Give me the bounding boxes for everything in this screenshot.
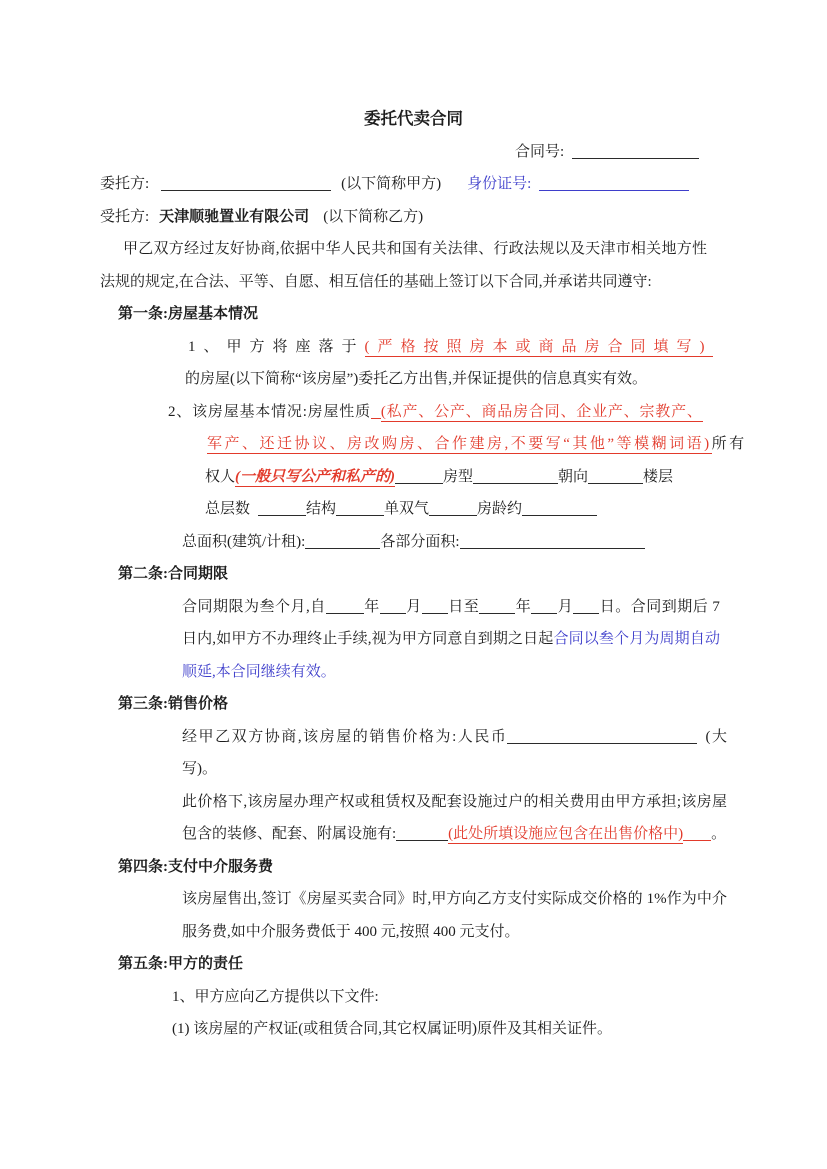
part-area-label: 各部分面积: bbox=[380, 533, 460, 550]
item-1-red-note: (严格按照房本或商品房合同填写) bbox=[364, 338, 713, 355]
section-3-heading: 第三条:销售价格 bbox=[118, 696, 228, 712]
total-floors-blank-underline bbox=[258, 501, 306, 516]
month-label-1: 月 bbox=[405, 598, 422, 615]
item-2-red-note-part-2: 军产、还迁协议、房改购房、合作建房,不要写“其他”等模糊词语) bbox=[207, 436, 712, 452]
item-2-after-red: 所有 bbox=[711, 436, 747, 452]
section-1-item-2-line-2 bbox=[207, 428, 747, 461]
orientation-blank-underline bbox=[588, 469, 643, 484]
facilities-red-blank-underline bbox=[683, 826, 711, 841]
house-type-label: 房型 bbox=[443, 468, 474, 485]
doc-title: 委托代卖合同 bbox=[364, 109, 463, 128]
section-3-paragraph-1 bbox=[182, 721, 727, 786]
facilities-blank-underline bbox=[396, 826, 448, 841]
contract-no-row bbox=[515, 136, 727, 169]
item-2-lead: 2、该房屋基本情况:房屋性质 bbox=[168, 403, 371, 420]
end-year-blank-underline bbox=[479, 599, 515, 614]
year-label-2: 年 bbox=[515, 598, 532, 615]
item-1-prefix: 1、甲方将座落于 bbox=[188, 338, 365, 355]
section-1-item-1-line-2: 的房屋(以下简称“该房屋”)委托乙方出售,并保证提供的信息真实有效。 bbox=[185, 371, 648, 387]
floor-label: 楼层 bbox=[643, 468, 674, 485]
fees-lead-text: 此价格下,该房屋办理产权或租赁权及配套设施过户的相关费用由甲方承担;该房屋包含的装修、配套、附属设施有: bbox=[182, 793, 727, 842]
agent-party-row bbox=[100, 201, 727, 234]
agent-party-note: (以下简称乙方) bbox=[323, 208, 424, 225]
orientation-label: 朝向 bbox=[558, 468, 589, 485]
entrust-party-label: 委托方: bbox=[100, 176, 150, 192]
contract-no-blank-underline bbox=[572, 144, 699, 159]
item-2-red-note-part-1: (私产、公产、商品房合同、企业产、宗教产、 bbox=[380, 403, 703, 420]
owner-red-note: (一般只写公产和私产的) bbox=[235, 468, 396, 485]
total-floors-label: 总层数 bbox=[205, 501, 251, 517]
year-label-1: 年 bbox=[363, 598, 380, 615]
section-1-item-1-line-1 bbox=[188, 331, 727, 364]
owner-label: 权人 bbox=[205, 468, 236, 485]
section-4-paragraph: 该房屋售出,签订《房屋买卖合同》时,甲方向乙方支付实际成交价格的 1%作为中介服务费,如中介服务费低于 400 元,按照 400 元支付。 bbox=[182, 891, 727, 940]
contract-no-label: 合同号: bbox=[515, 143, 565, 160]
owner-and-house-type-row bbox=[205, 461, 727, 494]
total-area-blank-underline bbox=[305, 534, 380, 549]
month-label-2: 月 bbox=[557, 598, 574, 615]
id-number-label: 身份证号: bbox=[467, 176, 532, 192]
section-1-item-2-line-1 bbox=[168, 396, 727, 429]
start-month-blank-underline bbox=[380, 599, 406, 614]
owner-blank-underline bbox=[395, 469, 443, 484]
section-5-heading: 第五条:甲方的责任 bbox=[118, 956, 243, 972]
agent-party-label: 受托方: bbox=[100, 208, 150, 225]
term-start-text: 合同期限为叁个月,自 bbox=[182, 598, 326, 615]
section-4-heading: 第四条:支付中介服务费 bbox=[118, 858, 273, 875]
total-area-label: 总面积(建筑/计租): bbox=[182, 533, 306, 550]
agent-party-name: 天津顺驰置业有限公司 bbox=[159, 208, 310, 225]
auto-renewal-blue-text: 合同以叁个月为周期自动顺延,本合同继续有效。 bbox=[182, 631, 720, 680]
start-day-blank-underline bbox=[422, 599, 448, 614]
end-month-blank-underline bbox=[531, 599, 557, 614]
part-area-blank-underline bbox=[460, 534, 645, 549]
house-age-blank-underline bbox=[522, 501, 597, 516]
section-2-paragraph bbox=[182, 591, 720, 689]
entrust-party-blank-underline bbox=[161, 176, 331, 191]
section-3-paragraph-2 bbox=[182, 786, 727, 851]
section-5-item-1-sub-1: (1) 该房屋的产权证(或租赁合同,其它权属证明)原件及其相关证件。 bbox=[172, 1021, 612, 1037]
id-number-blank-underline bbox=[539, 176, 689, 191]
price-lead-text: 经甲乙双方协商,该房屋的销售价格为:人民币 bbox=[182, 728, 508, 745]
day-to-label: 日至 bbox=[447, 598, 480, 615]
end-day-blank-underline bbox=[573, 599, 599, 614]
structure-blank-underline bbox=[336, 501, 384, 516]
entrust-party-row bbox=[100, 168, 727, 201]
section-2-heading: 第二条:合同期限 bbox=[118, 566, 228, 582]
facilities-tail-text: 。 bbox=[711, 826, 727, 842]
red-blank-underline bbox=[371, 404, 381, 419]
area-row bbox=[182, 526, 727, 559]
gas-label: 单双气 bbox=[384, 501, 430, 517]
floors-structure-row bbox=[205, 493, 727, 526]
term-mid-text: 日。合同到期后 7 日内,如甲方不办理终止手续,视为甲方同意自到期之日起 bbox=[182, 598, 720, 647]
section-1-heading: 第一条:房屋基本情况 bbox=[118, 306, 258, 322]
start-year-blank-underline bbox=[326, 599, 364, 614]
price-tail-text: (大写)。 bbox=[182, 728, 727, 777]
entrust-party-note: (以下简称甲方) bbox=[341, 176, 442, 192]
house-age-label: 房龄约 bbox=[477, 501, 523, 517]
gas-blank-underline bbox=[429, 501, 477, 516]
structure-label: 结构 bbox=[306, 501, 337, 517]
facilities-red-note: (此处所填设施应包含在出售价格中) bbox=[448, 826, 684, 842]
price-blank-underline bbox=[507, 729, 697, 744]
house-type-blank-underline bbox=[473, 469, 558, 484]
section-5-item-1: 1、甲方应向乙方提供以下文件: bbox=[172, 988, 379, 1005]
preamble-text: 甲乙双方经过友好协商,依据中华人民共和国有关法律、行政法规以及天津市相关地方性法规的规定,在合法、平等、自愿、相互信任的基础上签订以下合同,并承诺共同遵守: bbox=[100, 241, 707, 290]
